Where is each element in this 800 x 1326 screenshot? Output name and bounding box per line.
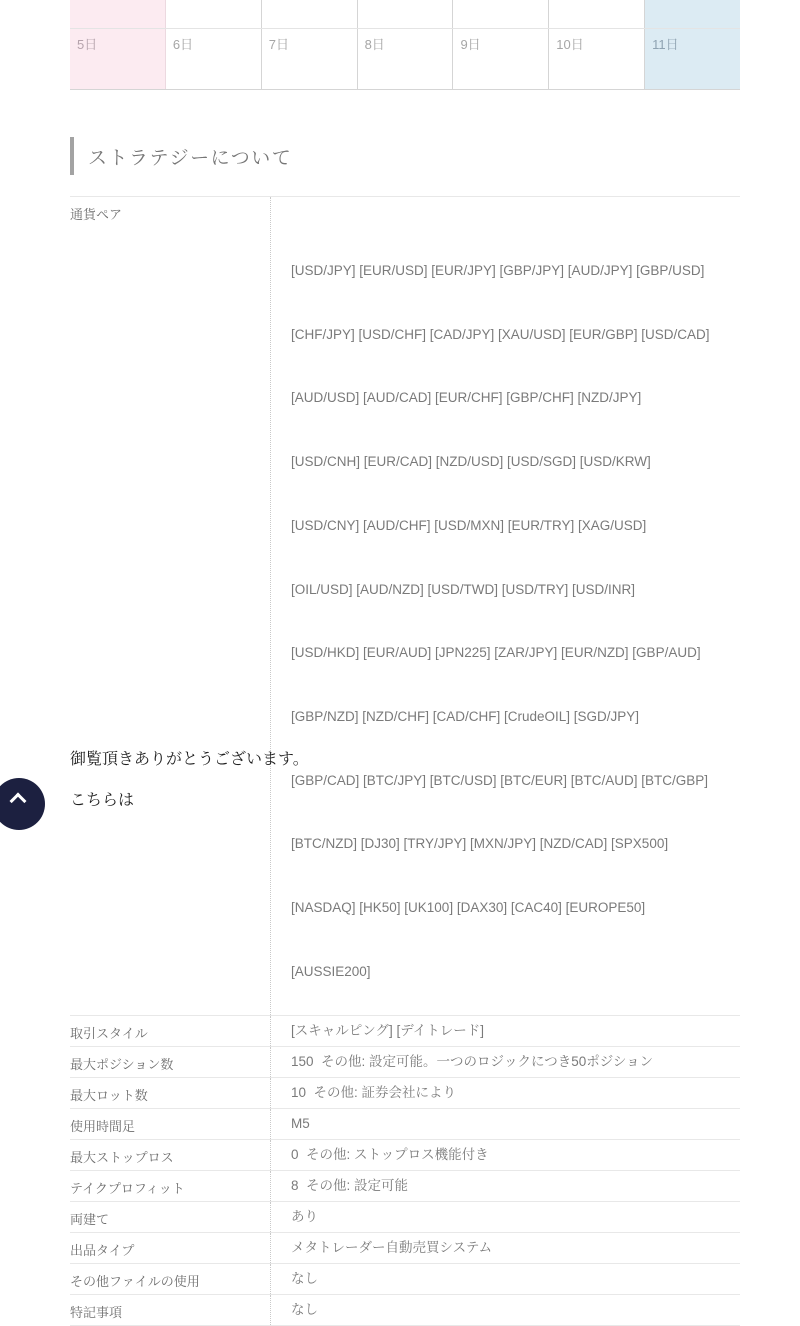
currency-pair-line: [USD/HKD] [EUR/AUD] [JPN225] [ZAR/JPY] [EUR/NZD] [GBP/AUD] — [291, 645, 701, 661]
calendar-day-cell — [358, 29, 454, 89]
currency-pair-list — [270, 197, 740, 1015]
spec-value: 150 その他: 設定可能。一つのロジックにつき50ポジション — [270, 1047, 740, 1077]
spec-label: 通貨ペア — [70, 207, 123, 222]
spec-value: あり — [270, 1202, 740, 1232]
day-label: 10日 — [556, 37, 584, 52]
spec-row — [70, 1109, 740, 1140]
calendar-day-cell — [70, 29, 166, 89]
currency-pair-line: [CHF/JPY] [USD/CHF] [CAD/JPY] [XAU/USD] [EUR/GBP] [USD/CAD] — [291, 326, 710, 342]
spec-row — [70, 1233, 740, 1264]
day-label: 9日 — [460, 37, 481, 52]
day-label: 6日 — [172, 37, 194, 52]
calendar-day-cell — [453, 29, 549, 89]
calendar-day-cell — [549, 29, 645, 89]
spec-row — [70, 1047, 740, 1078]
day-label: 11日 — [652, 37, 679, 52]
currency-pair-line: [BTC/NZD] [DJ30] [TRY/JPY] [MXN/JPY] [NZD/CAD] [SPX500] — [291, 836, 669, 852]
scroll-to-top-button[interactable] — [0, 778, 45, 830]
currency-pair-line: [OIL/USD] [AUD/NZD] [USD/TWD] [USD/TRY] [USD/INR] — [291, 581, 636, 597]
spec-label: 最大ポジション数 — [70, 1057, 174, 1073]
spec-value: メタトレーダー自動売買システム — [270, 1233, 740, 1263]
calendar-cell — [262, 0, 358, 28]
spec-value: [スキャルピング] [デイトレード] — [270, 1016, 740, 1046]
calendar-day-cell — [166, 29, 262, 89]
currency-pair-line: [AUD/USD] [AUD/CAD] [EUR/CHF] [GBP/CHF] [NZD/JPY] — [291, 390, 642, 406]
spec-value: なし — [270, 1264, 740, 1294]
spec-row — [70, 1140, 740, 1171]
calendar-day-cell — [645, 29, 740, 89]
spec-row — [70, 1202, 740, 1233]
spec-value: 0 その他: ストップロス機能付き — [270, 1140, 740, 1170]
spec-row — [70, 1264, 740, 1295]
spec-row — [70, 1016, 740, 1047]
spec-label: その他ファイルの使用 — [70, 1274, 200, 1290]
section-title: ストラテジーについて — [88, 147, 293, 169]
spec-row-currency-pairs — [70, 197, 740, 1016]
spec-row — [70, 1295, 740, 1326]
spec-label: 出品タイプ — [70, 1243, 135, 1259]
spec-label: 両建て — [70, 1212, 110, 1228]
spec-value: なし — [270, 1295, 740, 1325]
spec-label: 取引スタイル — [70, 1026, 148, 1042]
chevron-up-icon — [10, 793, 27, 810]
day-label: 8日 — [364, 37, 385, 52]
next-paragraph: こちらは — [70, 792, 135, 809]
calendar-prev-week-row — [70, 0, 740, 28]
day-label: 5日 — [77, 37, 98, 52]
day-label: 7日 — [268, 37, 289, 52]
thanks-message: 御覧頂きありがとうございます。 — [70, 751, 309, 768]
spec-value: M5 — [270, 1109, 740, 1139]
currency-pair-line: [GBP/NZD] [NZD/CHF] [CAD/CHF] [CrudeOIL] [SGD/JPY] — [291, 708, 640, 724]
calendar-cell — [453, 0, 549, 28]
currency-pair-line: [NASDAQ] [HK50] [UK100] [DAX30] [CAC40] [EUROPE50] — [291, 900, 646, 916]
section-header — [70, 137, 292, 175]
currency-pair-line: [USD/JPY] [EUR/USD] [EUR/JPY] [GBP/JPY] [AUD/JPY] [GBP/USD] — [291, 263, 705, 278]
spec-row — [70, 1171, 740, 1202]
spec-label: 最大ロット数 — [70, 1088, 148, 1104]
calendar-cell — [166, 0, 262, 28]
calendar-cell — [645, 0, 740, 28]
calendar-cell — [549, 0, 645, 28]
currency-pair-line: [AUSSIE200] — [291, 963, 371, 979]
calendar-day-row — [70, 28, 740, 89]
calendar-cell — [358, 0, 454, 28]
spec-label: 最大ストップロス — [70, 1150, 174, 1166]
spec-label: テイクプロフィット — [70, 1181, 185, 1197]
calendar-day-cell — [262, 29, 358, 89]
spec-label: 特記事項 — [70, 1305, 123, 1321]
currency-pair-line: [USD/CNH] [EUR/CAD] [NZD/USD] [USD/SGD] [USD/KRW] — [291, 454, 651, 470]
currency-pair-line: [USD/CNY] [AUD/CHF] [USD/MXN] [EUR/TRY] [XAG/USD] — [291, 517, 647, 533]
currency-pair-line: [GBP/CAD] [BTC/JPY] [BTC/USD] [BTC/EUR] [BTC/AUD] [BTC/GBP] — [291, 772, 709, 788]
spec-rows — [70, 1016, 740, 1326]
calendar-cell — [70, 0, 166, 28]
spec-label: 使用時間足 — [70, 1119, 136, 1135]
spec-row — [70, 1078, 740, 1109]
calendar-week — [70, 0, 740, 90]
spec-value: 10 その他: 証券会社により — [270, 1078, 740, 1108]
spec-value: 8 その他: 設定可能 — [270, 1171, 740, 1201]
